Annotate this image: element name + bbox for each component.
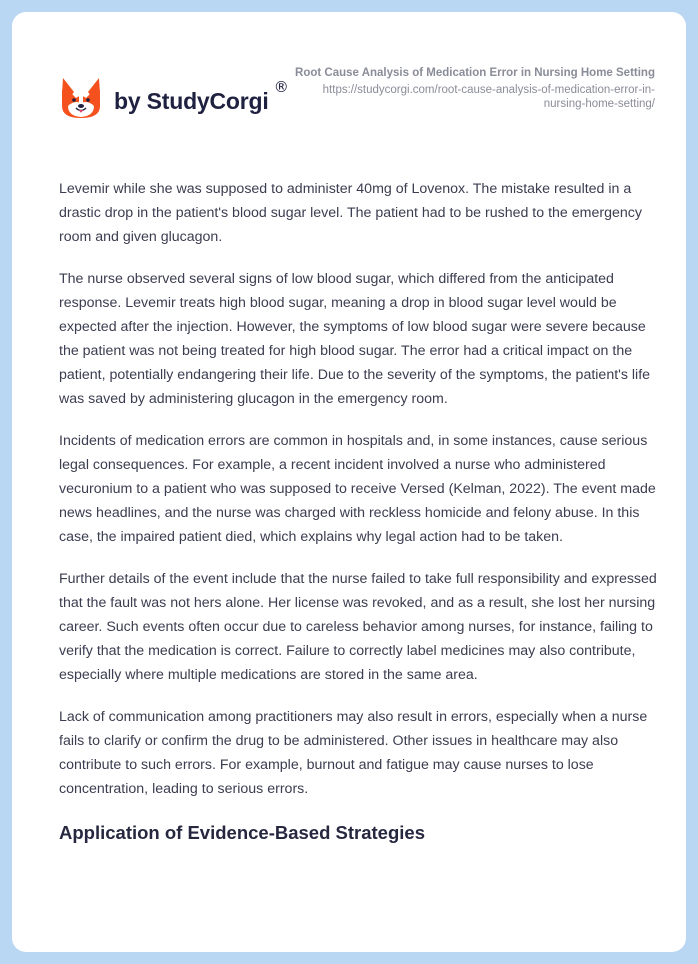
page-header <box>12 12 686 162</box>
logo-wordmark <box>114 77 289 115</box>
paragraph: Further details of the event include that the nurse failed to take full responsibility and expressed that the fault was not hers alone. Her license was revoked, and as a result, she lost her nursing career. Such events often occur due to careless behavior among nurses, for instance, failing to verify that the medication is correct. Failure to correctly label medicines may also contribute, especially where multiple medications are stored in the same area. <box>59 571 657 683</box>
document-body <box>59 177 659 845</box>
document-meta <box>295 66 655 111</box>
corgi-logo-icon <box>60 76 102 120</box>
document-title: Root Cause Analysis of Medication Error in Nursing Home Setting <box>295 67 655 79</box>
paragraph: The nurse observed several signs of low blood sugar, which differed from the anticipated response. Levemir treats high blood sugar, meaning a drop in blood sugar level would be expected after the injection. However, the symptoms of low blood sugar were severe because the patient was not being treated for high blood sugar. The error had a critical impact on the patient, potentially endangering their life. Due to the severity of the symptoms, the patient's life was saved by administering glucagon in the emergency room. <box>59 271 651 407</box>
document-url[interactable]: https://studycorgi.com/root-cause-analysis-of-medication-error-in-nursing-home-setting/ <box>322 84 655 110</box>
paragraph: Lack of communication among practitioners may also result in errors, especially when a nurse fails to clarify or confirm the drug to be administered. Other issues in healthcare may also contribute to such errors. For example, burnout and fatigue may cause nurses to lose concentration, leading to serious errors. <box>59 709 648 797</box>
section-heading: Application of Evidence-Based Strategies <box>59 822 425 843</box>
paragraph: Incidents of medication errors are common in hospitals and, in some instances, cause serious legal consequences. For example, a recent incident involved a nurse who administered vecuronium to a patient who was supposed to receive Versed (Kelman, 2022). The event made news headlines, and the nurse was charged with reckless homicide and felony abuse. In this case, the impaired patient died, which explains why legal action had to be taken. <box>59 433 656 545</box>
logo-text: by StudyCorgi <box>114 87 269 114</box>
paragraph: Levemir while she was supposed to administer 40mg of Lovenox. The mistake resulted in a drastic drop in the patient's blood sugar level. The patient had to be rushed to the emergency room and given glucagon. <box>59 181 642 245</box>
registered-mark: ® <box>273 77 289 96</box>
studycorgi-logo[interactable] <box>60 76 289 120</box>
document-page <box>12 12 686 952</box>
